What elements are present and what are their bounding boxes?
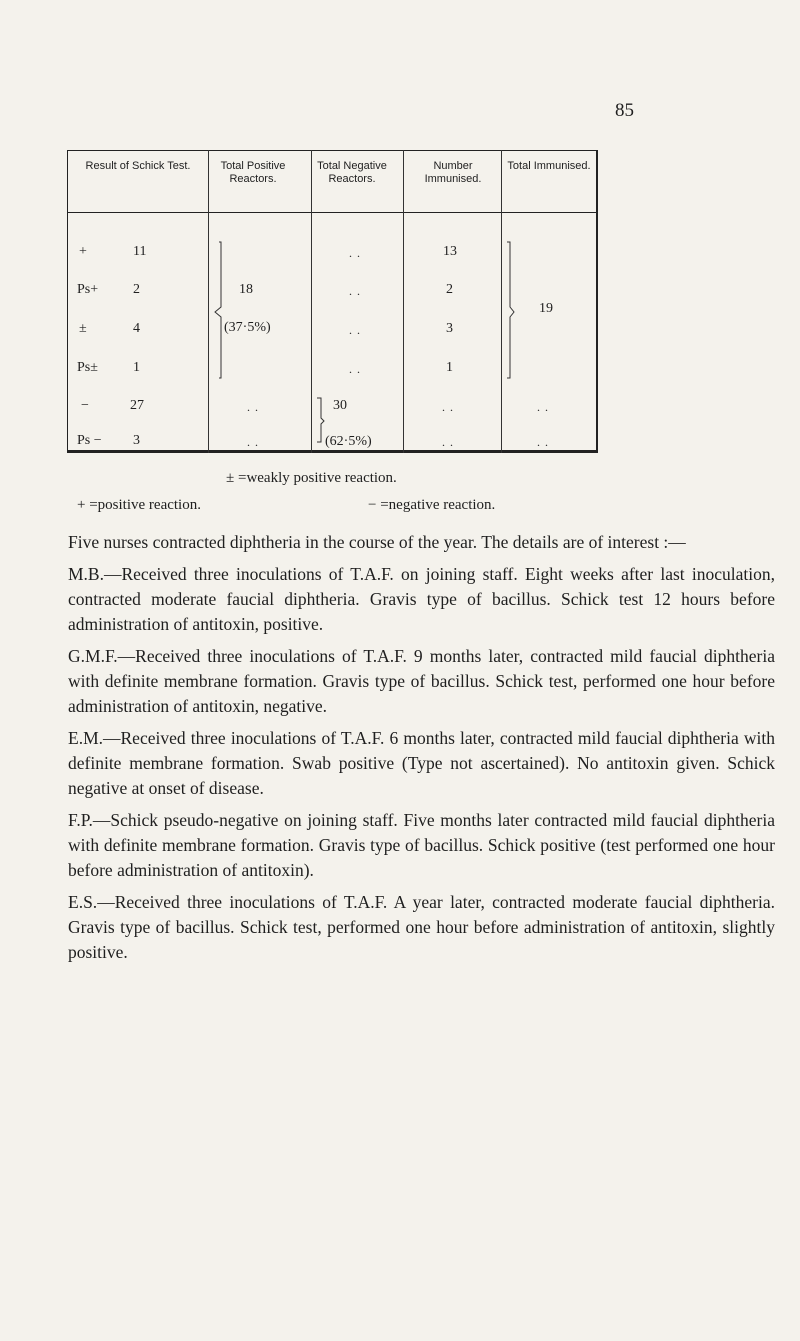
case-text: —Received three inoculations of T.A.F. 9 months later, contracted mild faucial diphtheria with definite membrane formation. Gravis type of bacillus. Schick test, performed one hour before administration of antitoxin, negative. bbox=[68, 646, 775, 716]
case-paragraph bbox=[30, 562, 775, 637]
blank-marker: . . bbox=[537, 400, 549, 414]
row-count: 1 bbox=[133, 360, 140, 375]
header-negative: Total Negative Reactors. bbox=[317, 160, 387, 185]
row-result: Ps± bbox=[77, 360, 98, 375]
legend-positive: + =positive reaction. bbox=[77, 497, 201, 513]
row-immunised: 3 bbox=[446, 321, 453, 336]
case-text: —Received three inoculations of T.A.F. A year later, contracted moderate faucial diphtheria. Gravis type of bacillus. Schick test, performed one hour before administration of antitoxin, slightly positive. bbox=[68, 892, 775, 962]
total-immunised: 19 bbox=[539, 301, 553, 316]
header-result: Result of Schick Test. bbox=[85, 160, 191, 172]
row-count: 11 bbox=[133, 244, 147, 259]
blank-marker: . . bbox=[349, 362, 361, 376]
case-initials: E.M. bbox=[68, 728, 103, 748]
positive-total: 18 bbox=[239, 282, 253, 297]
row-immunised: 2 bbox=[446, 282, 453, 297]
row-count: 3 bbox=[133, 433, 140, 448]
case-initials: E.S. bbox=[68, 892, 98, 912]
blank-marker: . . bbox=[247, 400, 259, 414]
header-number-immunised: Number Immunised. bbox=[424, 160, 482, 185]
page-number: 85 bbox=[615, 100, 634, 121]
row-count: 4 bbox=[133, 321, 140, 336]
row-result: Ps − bbox=[77, 433, 102, 448]
total-immunised-brace bbox=[505, 240, 517, 380]
negative-total: 30 bbox=[333, 398, 347, 413]
case-paragraph bbox=[30, 890, 775, 965]
header-positive: Total Positive Reactors. bbox=[220, 160, 286, 185]
blank-marker: . . bbox=[349, 323, 361, 337]
row-result: Ps+ bbox=[77, 282, 99, 297]
positive-percent: (37·5%) bbox=[224, 320, 271, 335]
case-text: —Received three inoculations of T.A.F. 6 months later, contracted mild faucial diphtheria with definite membrane formation. Swab positive (Type not ascertained). No antitoxin given. Schick negative at onset of disease. bbox=[68, 728, 775, 798]
row-immunised: 1 bbox=[446, 360, 453, 375]
case-report-text bbox=[30, 530, 775, 972]
row-result: + bbox=[79, 244, 87, 259]
negative-brace bbox=[315, 396, 325, 444]
legend-weak: ± =weakly positive reaction. bbox=[226, 470, 397, 486]
blank-marker: . . bbox=[349, 284, 361, 298]
schick-results-table bbox=[67, 150, 598, 453]
row-immunised: . . bbox=[442, 400, 454, 414]
positive-brace bbox=[213, 240, 223, 380]
case-text: —Schick pseudo-negative on joining staff. Five months later contracted mild faucial diphtheria with definite membrane formation. Gravis type of bacillus. Schick positive (test performed one hour before administration of antitoxin). bbox=[68, 810, 775, 880]
case-paragraph bbox=[30, 808, 775, 883]
case-text: —Received three inoculations of T.A.F. on joining staff. Eight weeks after last inoculation, contracted moderate faucial diphtheria. Gravis type of bacillus. Schick test 12 hours before administration of antitoxin, positive. bbox=[68, 564, 775, 634]
negative-percent: (62·5%) bbox=[325, 434, 372, 449]
case-initials: F.P. bbox=[68, 810, 93, 830]
blank-marker: . . bbox=[247, 435, 259, 449]
legend-negative: − =negative reaction. bbox=[368, 497, 496, 513]
case-initials: G.M.F. bbox=[68, 646, 118, 666]
blank-marker: . . bbox=[349, 246, 361, 260]
row-count: 2 bbox=[133, 282, 140, 297]
case-paragraph bbox=[30, 726, 775, 801]
blank-marker: . . bbox=[537, 435, 549, 449]
row-result: ± bbox=[79, 321, 87, 336]
header-total-immunised: Total Immunised. bbox=[507, 160, 591, 172]
case-initials: M.B. bbox=[68, 564, 104, 584]
case-paragraph bbox=[30, 644, 775, 719]
row-result: − bbox=[81, 398, 89, 413]
row-immunised: . . bbox=[442, 435, 454, 449]
row-immunised: 13 bbox=[443, 244, 457, 259]
intro-paragraph: Five nurses contracted diphtheria in the course of the year. The details are of interest :— bbox=[68, 532, 686, 552]
row-count: 27 bbox=[130, 398, 144, 413]
